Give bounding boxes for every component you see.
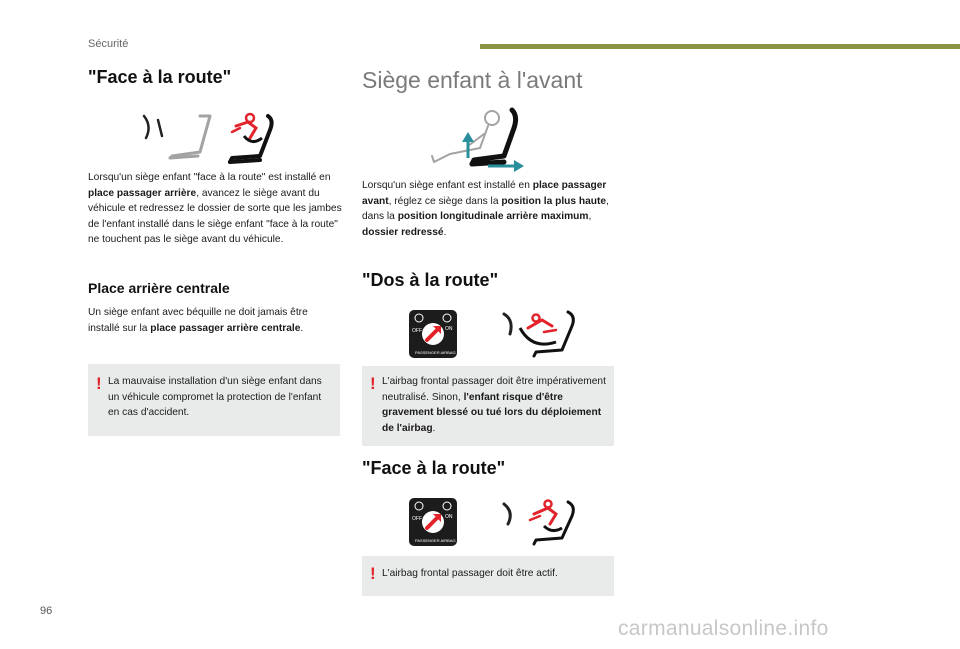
badge-on-label: ON: [445, 326, 453, 332]
text-run-bold: l'enfant risque d'être gravement blessé ou tué lors du déploiement de l'airbag: [382, 391, 602, 434]
text-run: Lorsqu'un siège enfant est installé en: [362, 180, 533, 191]
right-paragraph-1: [362, 178, 612, 240]
airbag-off-badge-icon: [409, 310, 457, 358]
airbag-on-badge-icon: [409, 498, 457, 546]
left-paragraph-2: [88, 305, 338, 336]
forward-facing-rear-illustration: [140, 108, 280, 166]
text-run: La mauvaise installation d'un siège enfant dans un véhicule compromet la protection de l'enfant en cas d'accident.: [108, 376, 322, 419]
front-seat-adjust-illustration: [428, 104, 528, 174]
badge-off-label: OFF: [412, 328, 422, 334]
page-number: 96: [40, 605, 53, 617]
text-run-bold: position la plus haute: [501, 195, 607, 207]
right-warning-2-text: [382, 566, 610, 582]
text-run-bold: place passager avant: [362, 180, 607, 207]
right-warning-box-1: [362, 366, 614, 446]
text-run: .: [443, 226, 447, 238]
left-warning-box: [88, 364, 340, 436]
right-warning-box-2: [362, 556, 614, 596]
rear-facing-illustration: [500, 310, 580, 356]
text-run: L'airbag frontal passager doit être impérativement neutralisé. Sinon,: [382, 376, 606, 403]
badge-caption: PASSENGER AIRBAG: [415, 538, 456, 543]
text-run-bold: place passager arrière centrale: [150, 322, 301, 334]
badge-caption: PASSENGER AIRBAG: [415, 350, 456, 355]
forward-facing-front-heading: "Face à la route": [362, 458, 506, 478]
warning-icon: !: [370, 564, 376, 583]
forward-facing-front-illustration: [500, 498, 580, 544]
watermark: carmanualsonline.info: [618, 617, 829, 640]
text-run-bold: place passager arrière: [88, 187, 197, 199]
text-run: , réglez ce siège dans la: [388, 195, 502, 207]
section-label: Sécurité: [88, 38, 129, 50]
text-run: .: [300, 322, 304, 334]
right-title: Siège enfant à l'avant: [362, 67, 583, 93]
text-run: , dans la: [362, 195, 609, 223]
right-warning-1-text: [382, 374, 610, 436]
text-run: , avancez le siège avant du véhicule et redressez le dossier de sorte que les jambes de l'enfant installé dans le siège enfant "face à la route" ne touchent pas le siège avant du véhicule.: [88, 187, 342, 246]
left-paragraph-1: [88, 170, 344, 248]
text-run: L'airbag frontal passager doit être actif.: [382, 568, 558, 579]
text-run: Un siège enfant avec béquille ne doit jamais être installé sur la: [88, 307, 308, 334]
text-run: .: [432, 422, 436, 434]
left-subheading: Place arrière centrale: [88, 280, 230, 296]
left-warning-text: [108, 374, 334, 421]
badge-off-label: OFF: [412, 516, 422, 522]
rear-facing-heading: "Dos à la route": [362, 270, 499, 290]
warning-icon: !: [370, 374, 376, 393]
text-run: Lorsqu'un siège enfant "face à la route" est installé en: [88, 172, 331, 183]
text-run-bold: position longitudinale arrière maximum: [397, 211, 589, 223]
header-accent-bar: [480, 44, 960, 49]
warning-icon: !: [96, 374, 102, 393]
text-run: ,: [588, 211, 592, 223]
left-heading: "Face à la route": [88, 67, 232, 87]
text-run-bold: dossier redressé: [362, 226, 444, 238]
badge-on-label: ON: [445, 514, 453, 520]
